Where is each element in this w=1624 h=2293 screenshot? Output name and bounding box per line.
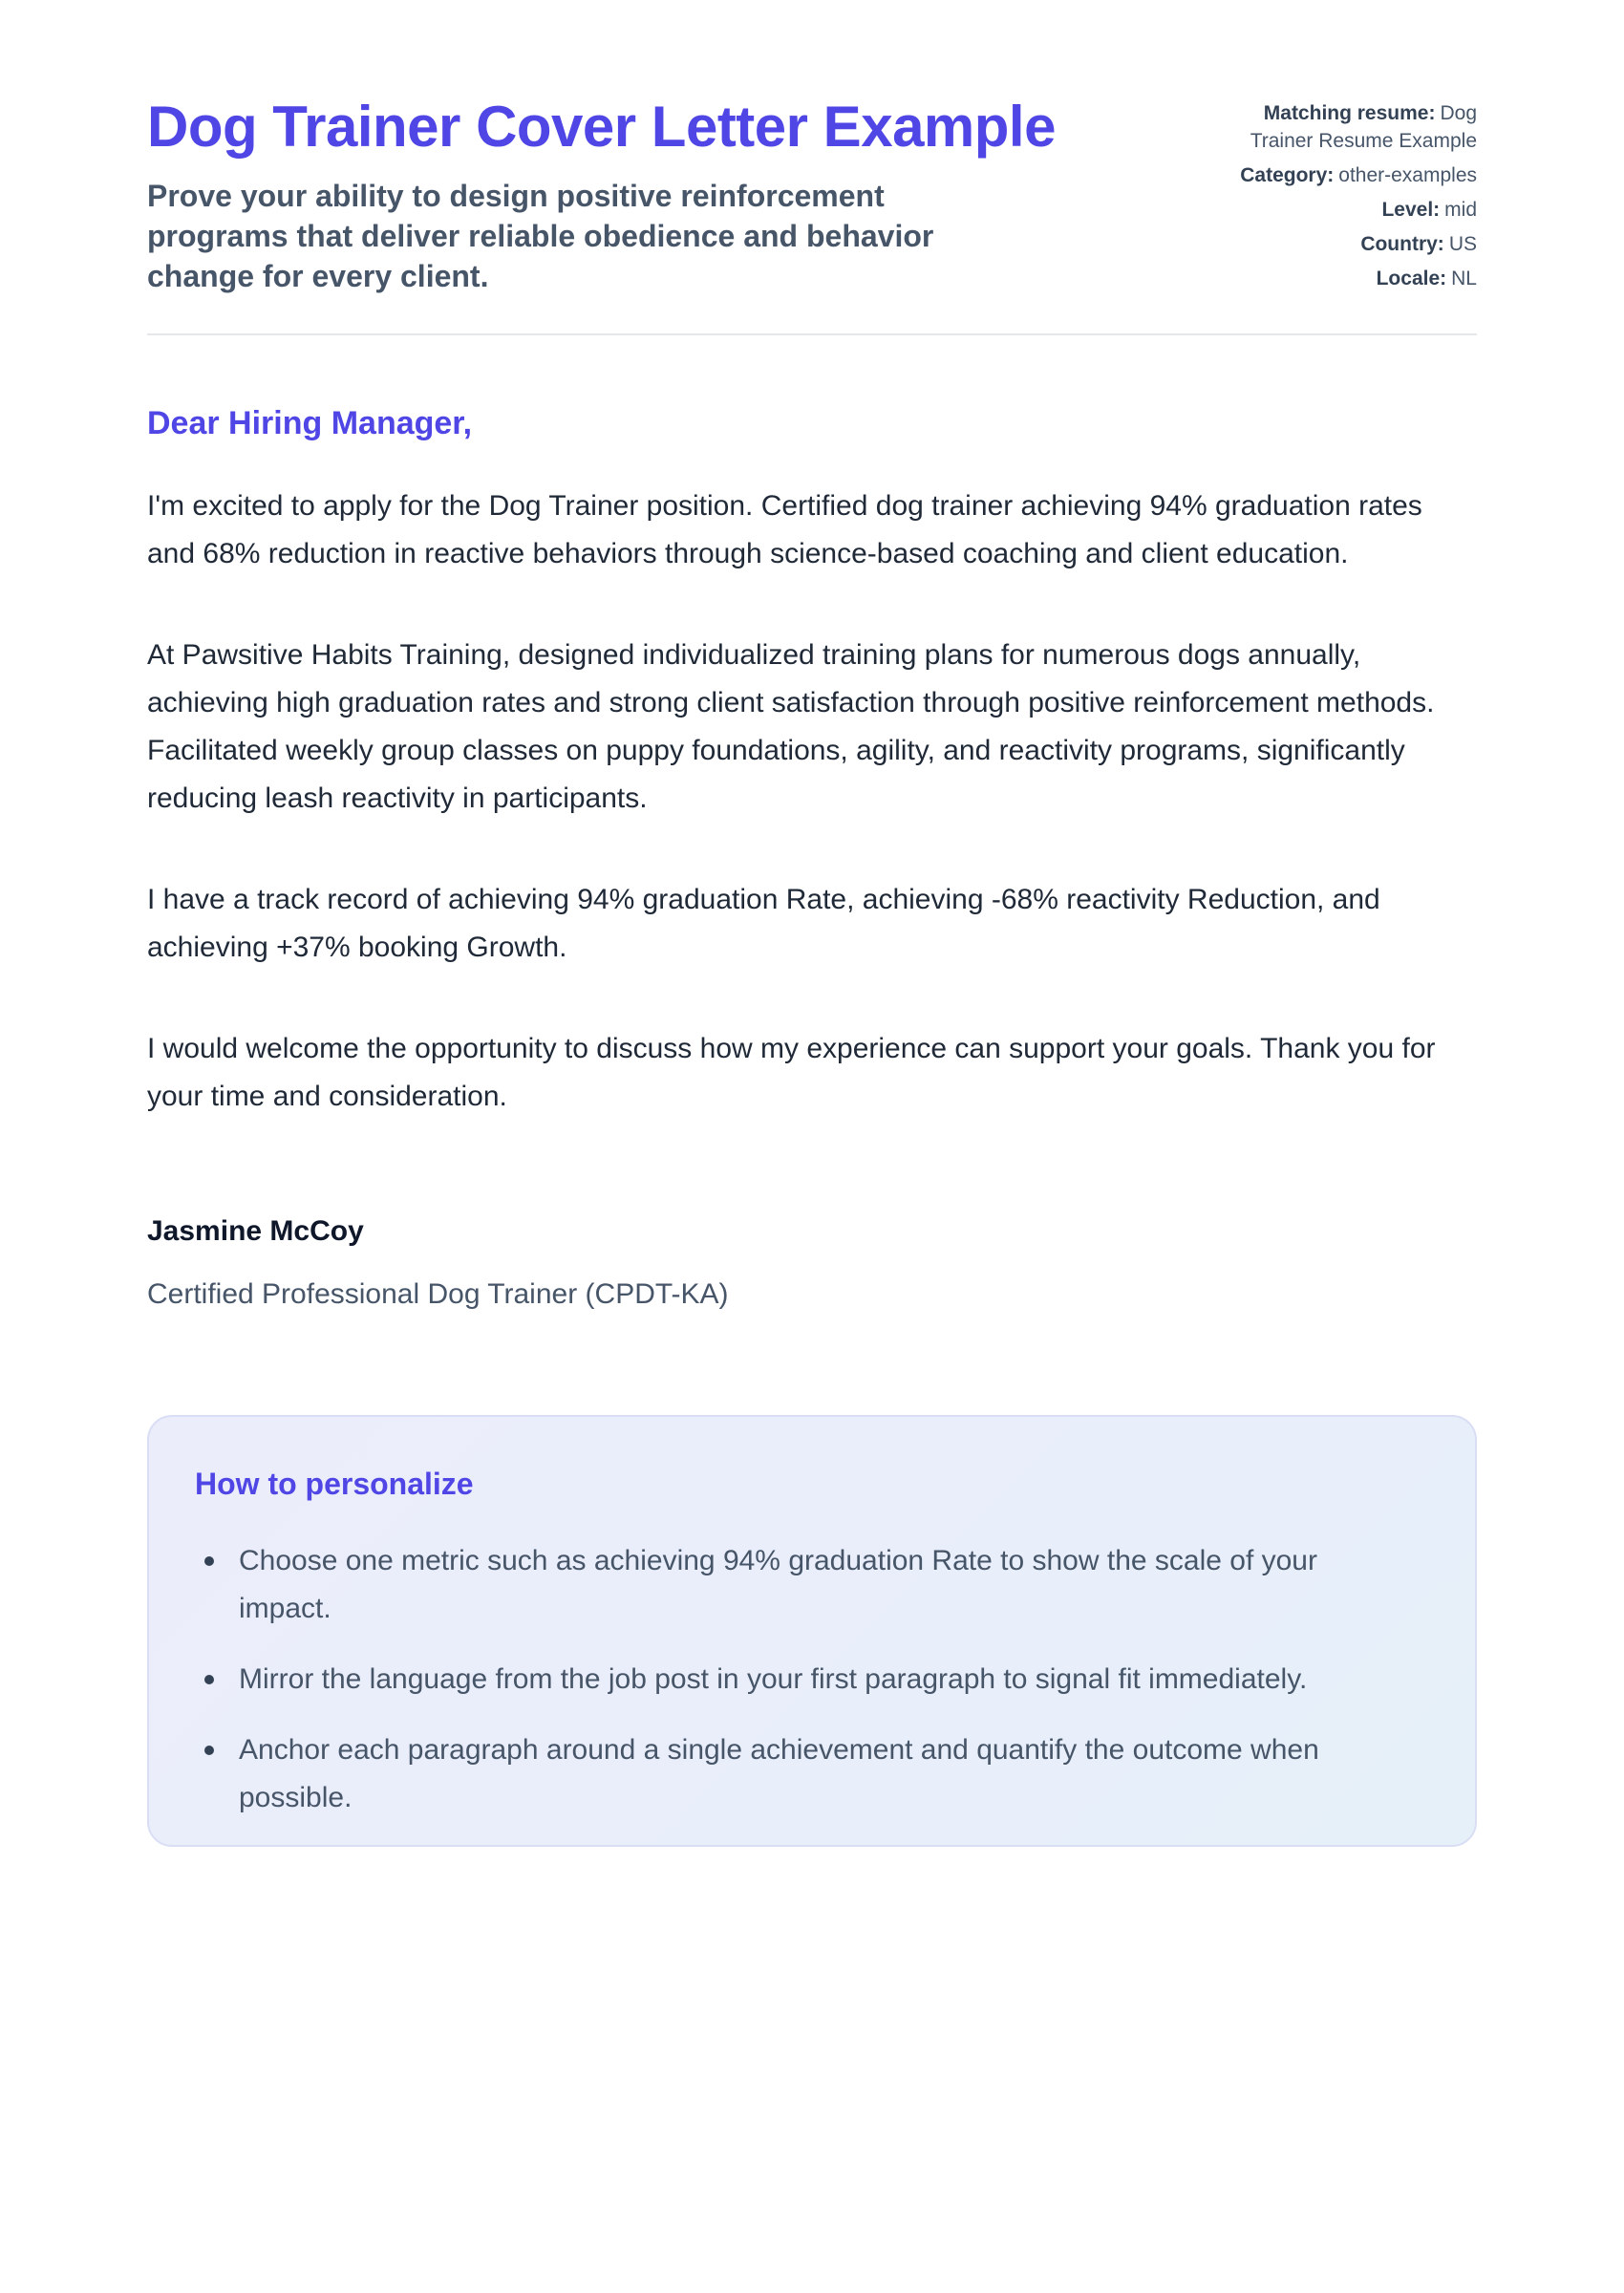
signature-title: Certified Professional Dog Trainer (CPDT-KA) bbox=[147, 1278, 729, 1310]
meta-value: NL bbox=[1451, 268, 1477, 289]
page-title: Dog Trainer Cover Letter Example bbox=[147, 95, 1056, 159]
personalize-tip: Mirror the language from the job post in your first paragraph to signal fit immediately. bbox=[195, 1656, 1389, 1704]
meta-label: Category: bbox=[1240, 164, 1335, 186]
meta-label: Locale: bbox=[1376, 268, 1447, 289]
personalize-tip-list bbox=[195, 1537, 1389, 1822]
page-subtitle: Prove your ability to design positive reinforcement programs that deliver reliable obedience and behavior change for every client. bbox=[147, 179, 934, 293]
meta-item-category bbox=[1240, 161, 1477, 189]
letter-paragraph: I'm excited to apply for the Dog Trainer position. Certified dog trainer achieving 94% graduation rates and 68% reduction in reactive behaviors through science-based coaching and client education. bbox=[147, 490, 1422, 569]
header-titles bbox=[147, 96, 1240, 296]
letter-paragraph: I would welcome the opportunity to discuss how my experience can support your goals. Thank you for your time and consideration. bbox=[147, 1033, 1436, 1112]
meta-label: Country: bbox=[1360, 233, 1444, 255]
meta-value: other-examples bbox=[1338, 164, 1477, 186]
signature-name: Jasmine McCoy bbox=[147, 1215, 364, 1247]
personalize-tip: Anchor each paragraph around a single achievement and quantify the outcome when possible. bbox=[195, 1726, 1389, 1822]
cover-letter-page bbox=[147, 0, 1477, 1847]
meta-value: Dog Trainer Resume Example bbox=[1250, 102, 1477, 152]
meta-item-locale bbox=[1240, 265, 1477, 292]
header-divider bbox=[147, 333, 1477, 335]
meta-value: US bbox=[1448, 233, 1477, 255]
personalize-tip: Choose one metric such as achieving 94% graduation Rate to show the scale of your impact. bbox=[195, 1537, 1389, 1633]
letter-paragraph: I have a track record of achieving 94% graduation Rate, achieving -68% reactivity Reduction, and achieving +37% booking Growth. bbox=[147, 884, 1380, 963]
letter-greeting: Dear Hiring Manager, bbox=[147, 405, 473, 441]
meta-value: mid bbox=[1444, 199, 1477, 221]
personalize-heading: How to personalize bbox=[195, 1467, 474, 1501]
letter-body bbox=[147, 402, 1477, 1314]
resume-meta-panel bbox=[1240, 99, 1477, 299]
meta-item-country bbox=[1240, 230, 1477, 258]
meta-label: Matching resume: bbox=[1263, 102, 1436, 124]
meta-label: Level: bbox=[1381, 199, 1441, 221]
meta-item-level bbox=[1240, 196, 1477, 224]
letter-paragraph: At Pawsitive Habits Training, designed individualized training plans for numerous dogs annually, achieving high graduation rates and strong client satisfaction through positive reinforcement methods. Facilitated weekly group classes on puppy foundations, agility, and reactivity programs, significantly reducing leash reactivity in participants. bbox=[147, 639, 1435, 814]
page-header bbox=[147, 96, 1477, 299]
meta-item-matching-resume bbox=[1240, 99, 1477, 155]
personalize-card bbox=[147, 1415, 1477, 1847]
